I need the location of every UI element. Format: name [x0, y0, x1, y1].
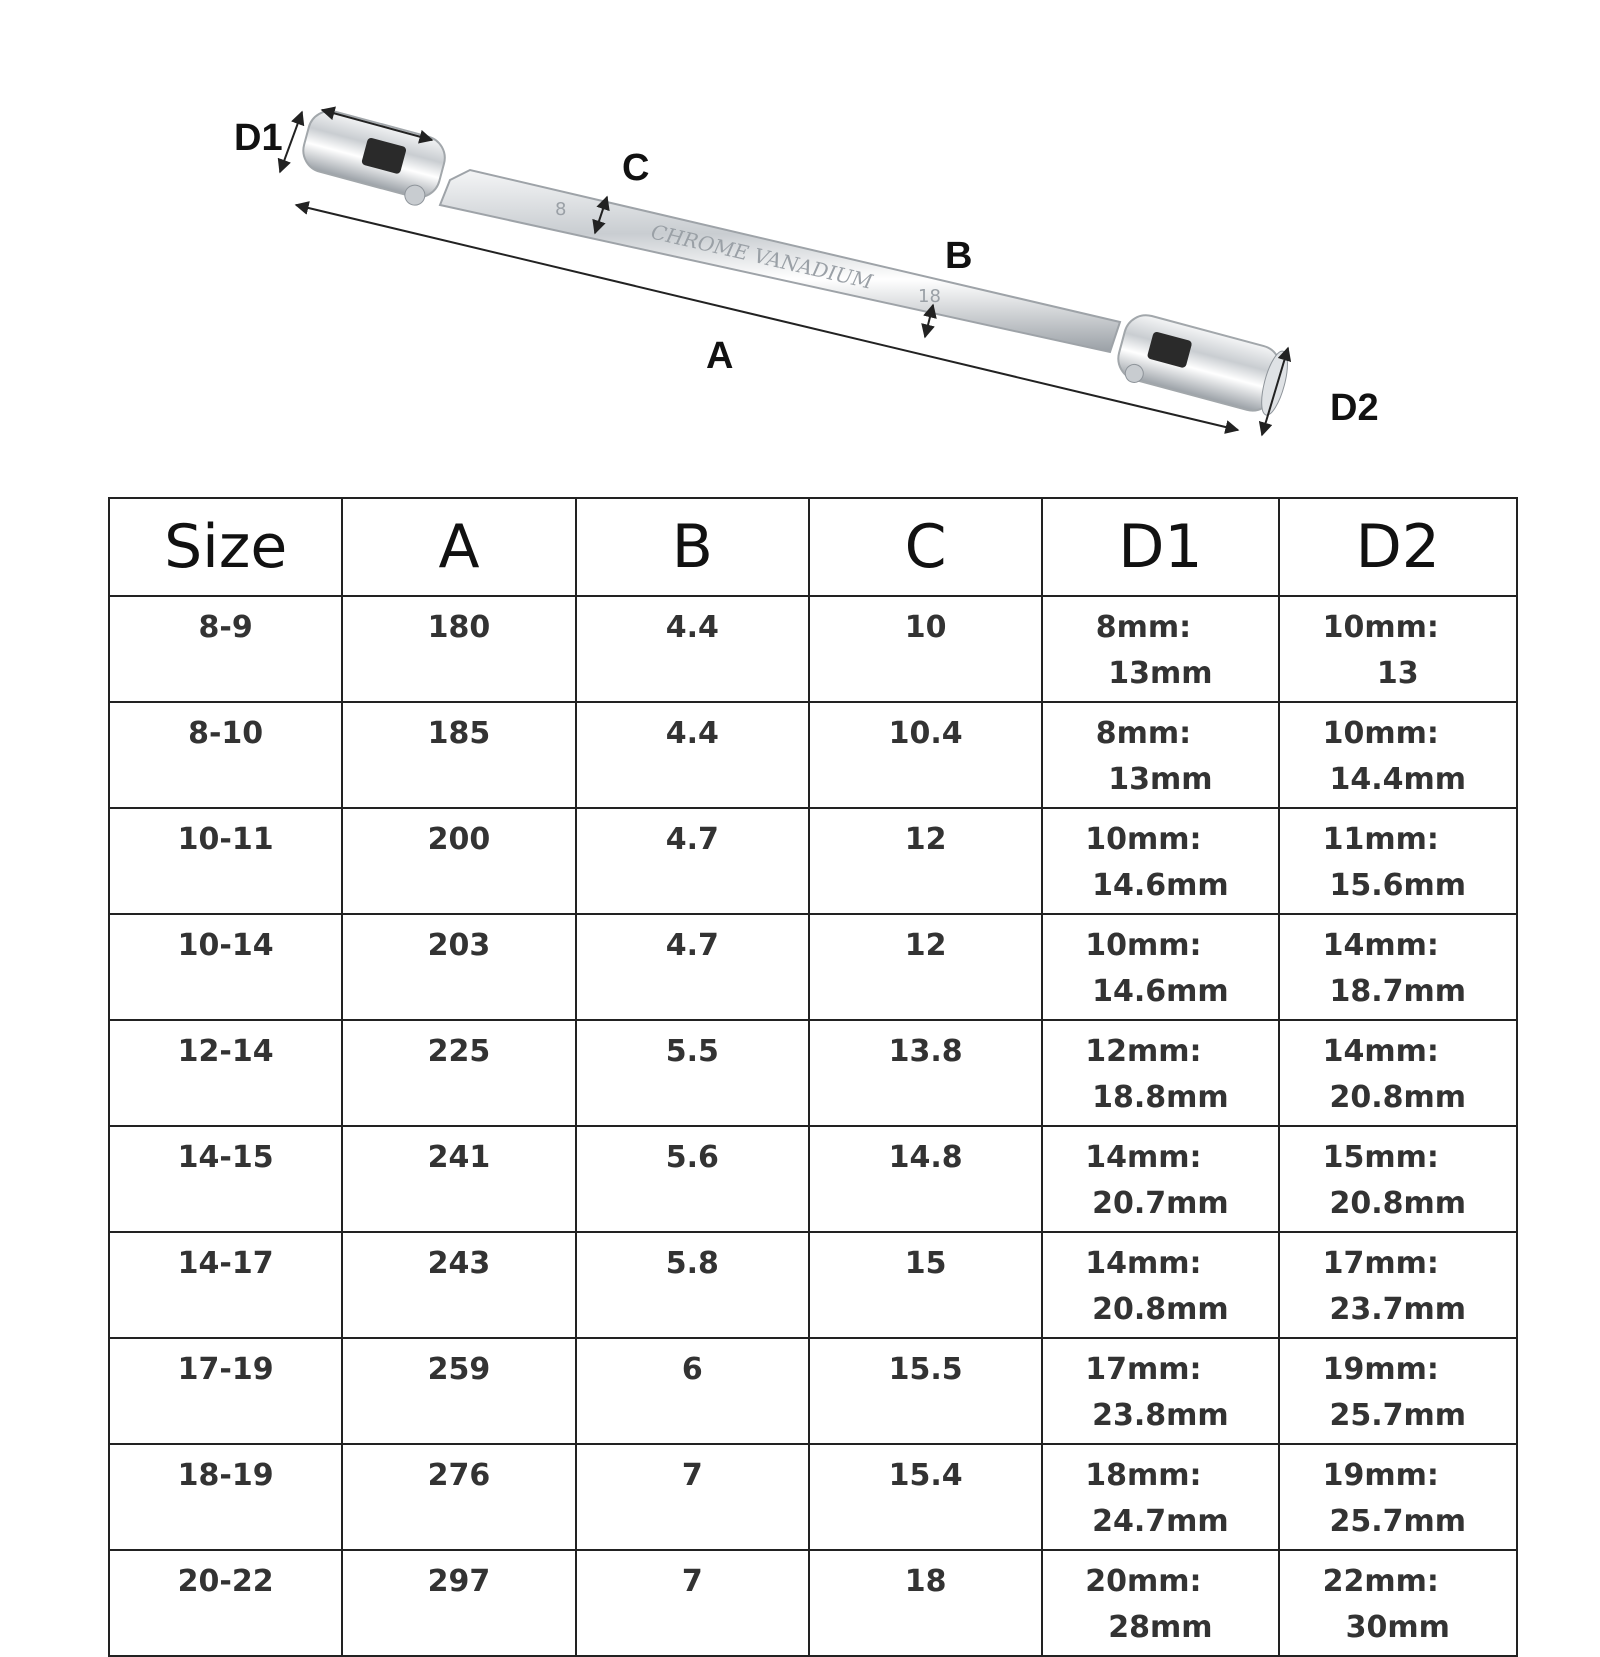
cell-b: 6	[576, 1338, 809, 1444]
cell-d2	[1279, 914, 1517, 1020]
cell-b: 4.4	[576, 702, 809, 808]
cell-b: 4.7	[576, 914, 809, 1020]
cell-size: 8-9	[109, 596, 342, 702]
header-d2: D2	[1279, 498, 1517, 596]
cell-d1-line2: 23.8mm	[1092, 1398, 1229, 1433]
label-d2: D2	[1330, 387, 1379, 429]
header-a: A	[342, 498, 575, 596]
cell-d1-line1: 20mm:	[1085, 1564, 1202, 1599]
cell-d1-line2: 28mm	[1108, 1610, 1213, 1645]
wrench-dimension-diagram	[0, 0, 1600, 470]
header-b: B	[576, 498, 809, 596]
cell-d2	[1279, 1232, 1517, 1338]
engraving-text: CHROME VANADIUM	[648, 219, 875, 294]
size-spec-table	[108, 497, 1518, 1657]
cell-d2-line1: 14mm:	[1322, 928, 1439, 963]
cell-b: 7	[576, 1444, 809, 1550]
header-c: C	[809, 498, 1042, 596]
cell-d1-line1: 8mm:	[1095, 716, 1192, 751]
cell-size: 14-17	[109, 1232, 342, 1338]
cell-d1-line1: 14mm:	[1085, 1246, 1202, 1281]
cell-d1	[1042, 702, 1278, 808]
cell-b: 5.6	[576, 1126, 809, 1232]
cell-c: 13.8	[809, 1020, 1042, 1126]
label-d1: D1	[234, 117, 283, 159]
cell-a: 276	[342, 1444, 575, 1550]
cell-d1	[1042, 914, 1278, 1020]
cell-a: 185	[342, 702, 575, 808]
cell-d1	[1042, 1126, 1278, 1232]
table-row	[109, 702, 1517, 808]
cell-d1-line2: 24.7mm	[1092, 1504, 1229, 1539]
cell-d2	[1279, 1338, 1517, 1444]
cell-b: 4.4	[576, 596, 809, 702]
cell-a: 200	[342, 808, 575, 914]
label-c: C	[622, 147, 650, 189]
cell-c: 15.5	[809, 1338, 1042, 1444]
cell-a: 225	[342, 1020, 575, 1126]
cell-d1	[1042, 1020, 1278, 1126]
table-row	[109, 1550, 1517, 1656]
cell-a: 259	[342, 1338, 575, 1444]
cell-c: 15.4	[809, 1444, 1042, 1550]
cell-d2-line1: 19mm:	[1322, 1458, 1439, 1493]
table-row	[109, 1232, 1517, 1338]
cell-d1-line1: 12mm:	[1085, 1034, 1202, 1069]
cell-size: 12-14	[109, 1020, 342, 1126]
dimension-arrow-d1-diameter	[280, 112, 302, 172]
cell-d1-line2: 13mm	[1108, 656, 1213, 691]
cell-d2-line2: 25.7mm	[1329, 1398, 1467, 1433]
cell-a: 180	[342, 596, 575, 702]
header-size: Size	[109, 498, 342, 596]
engraving-number-left: 8	[555, 199, 567, 220]
cell-d2-line2: 25.7mm	[1329, 1504, 1467, 1539]
cell-d2	[1279, 596, 1517, 702]
cell-a: 297	[342, 1550, 575, 1656]
cell-c: 15	[809, 1232, 1042, 1338]
cell-c: 18	[809, 1550, 1042, 1656]
engraving-number-right: 18	[918, 286, 941, 307]
cell-d2	[1279, 1444, 1517, 1550]
cell-d1-line1: 14mm:	[1085, 1140, 1202, 1175]
cell-d2-line1: 14mm:	[1322, 1034, 1439, 1069]
cell-d2-line2: 13	[1376, 656, 1419, 691]
cell-size: 17-19	[109, 1338, 342, 1444]
cell-d1-line1: 17mm:	[1085, 1352, 1202, 1387]
cell-d1-line1: 18mm:	[1085, 1458, 1202, 1493]
cell-d1-line1: 10mm:	[1085, 822, 1202, 857]
cell-b: 4.7	[576, 808, 809, 914]
flexible-double-socket-wrench-icon	[296, 106, 1292, 420]
cell-a: 241	[342, 1126, 575, 1232]
table-row	[109, 914, 1517, 1020]
cell-d2	[1279, 1126, 1517, 1232]
cell-d2-line2: 30mm	[1345, 1610, 1450, 1645]
cell-d1	[1042, 808, 1278, 914]
cell-d2	[1279, 1550, 1517, 1656]
table-row	[109, 1338, 1517, 1444]
cell-d2-line1: 10mm:	[1322, 610, 1439, 645]
cell-size: 10-14	[109, 914, 342, 1020]
label-b: B	[945, 235, 973, 277]
cell-d1-line2: 20.8mm	[1092, 1292, 1229, 1327]
cell-a: 243	[342, 1232, 575, 1338]
cell-d2-line2: 18.7mm	[1329, 974, 1467, 1009]
table-row	[109, 808, 1517, 914]
cell-d1-line2: 14.6mm	[1092, 868, 1229, 903]
cell-d2-line2: 23.7mm	[1329, 1292, 1467, 1327]
table-row	[109, 596, 1517, 702]
cell-c: 14.8	[809, 1126, 1042, 1232]
cell-size: 10-11	[109, 808, 342, 914]
cell-d2-line1: 11mm:	[1322, 822, 1439, 857]
cell-c: 10.4	[809, 702, 1042, 808]
cell-c: 10	[809, 596, 1042, 702]
cell-d2-line1: 19mm:	[1322, 1352, 1439, 1387]
table-row	[109, 1020, 1517, 1126]
cell-d1-line2: 18.8mm	[1092, 1080, 1229, 1115]
cell-d2-line2: 14.4mm	[1329, 762, 1467, 797]
cell-d1	[1042, 596, 1278, 702]
cell-size: 14-15	[109, 1126, 342, 1232]
cell-d1	[1042, 1232, 1278, 1338]
cell-d2-line2: 20.8mm	[1329, 1080, 1467, 1115]
cell-d2-line1: 17mm:	[1322, 1246, 1439, 1281]
cell-d2	[1279, 702, 1517, 808]
cell-d1	[1042, 1550, 1278, 1656]
cell-d2-line1: 15mm:	[1322, 1140, 1439, 1175]
cell-d2-line1: 10mm:	[1322, 716, 1439, 751]
cell-d1-line2: 14.6mm	[1092, 974, 1229, 1009]
table-row	[109, 1444, 1517, 1550]
cell-size: 18-19	[109, 1444, 342, 1550]
cell-d2-line1: 22mm:	[1322, 1564, 1439, 1599]
cell-d1-line2: 20.7mm	[1092, 1186, 1229, 1221]
cell-d2-line2: 20.8mm	[1329, 1186, 1467, 1221]
cell-size: 8-10	[109, 702, 342, 808]
cell-b: 7	[576, 1550, 809, 1656]
cell-c: 12	[809, 808, 1042, 914]
cell-c: 12	[809, 914, 1042, 1020]
table-header-row	[109, 498, 1517, 596]
cell-b: 5.5	[576, 1020, 809, 1126]
header-d1: D1	[1042, 498, 1278, 596]
cell-b: 5.8	[576, 1232, 809, 1338]
cell-d1-line1: 10mm:	[1085, 928, 1202, 963]
cell-d1-line1: 8mm:	[1095, 610, 1192, 645]
cell-a: 203	[342, 914, 575, 1020]
label-a: A	[706, 335, 734, 377]
cell-d1	[1042, 1338, 1278, 1444]
cell-d2	[1279, 1020, 1517, 1126]
cell-d1	[1042, 1444, 1278, 1550]
cell-d1-line2: 13mm	[1108, 762, 1213, 797]
cell-d2-line2: 15.6mm	[1329, 868, 1467, 903]
cell-d2	[1279, 808, 1517, 914]
cell-size: 20-22	[109, 1550, 342, 1656]
table-row	[109, 1126, 1517, 1232]
